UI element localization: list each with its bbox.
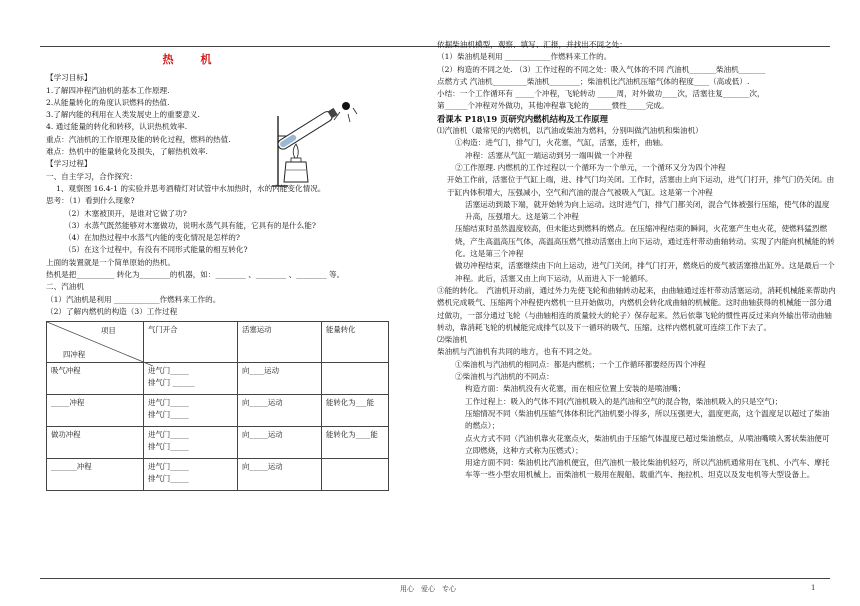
goal-item: 2.从能量转化的角度认识燃料的热值. [46,97,170,107]
fill-question: （1）柴油机是利用 ____________作燃料来工作的。 [437,52,612,62]
energy-conversion [322,459,389,491]
fill-question: 点燃方式 汽油机_________柴油机________；柴油机比汽油机压缩气体的程度____（高或低）. [437,76,750,86]
valves-cell [144,459,238,491]
difficulty: 难点：热机中的能量转化及损失，了解热机效率. [46,147,208,157]
paragraph: 点火方式不同（汽油机靠火花塞点火，柴油机由于压缩气体温度已超过柴油燃点，从喷油嘴喷入雾状柴油便可立即燃烧，这种方式称为压燃式）； [465,433,830,455]
page-number: 1 [811,584,816,592]
table-header-cell: 能量转化 [322,322,389,363]
page-title: 热 机 [162,53,220,66]
table-row [47,395,389,427]
paragraph: 做功冲程结束，活塞继续由下向上运动，进气门关闭，排气门打开，燃烧后的废气被活塞推出缸外。这是最后一个冲程。此后，活塞又由上向下运动，从而进入下一轮循环。 [455,261,835,283]
fill-question: 小结：一个工作循环有 _____个冲程，飞轮转动 _____周，对外做功____次，活塞往复_______次， [437,89,765,99]
right-column [437,39,837,482]
exhaust-valve: 排气门 ______ [148,377,195,387]
paragraph: ②工作原理. 内燃机的工作过程以一个循环为一个单元，一个循环又分为四个冲程 [455,162,726,172]
left-column [46,52,431,491]
reading-subheading: 看课本 P18\19 页研究内燃机结构及工作原理 [437,113,608,124]
piston-motion: 向_____运动 [238,427,322,459]
intake-valve: 进气门_____ [148,430,189,440]
intake-valve: 进气门_____ [148,366,189,376]
table-header-cell: 活塞运动 [238,322,322,363]
goal-item: 4. 通过能量的转化和转移，认识热机效率. [46,122,188,132]
think-question: 思考：（1）看到什么现象? [46,196,135,206]
key-point: 重点：汽油机的工作原理及能的转化过程，燃料的热值. [46,134,231,144]
exhaust-valve: 排气门_____ [148,473,189,483]
test-tube-experiment-illustration [258,96,358,192]
think-question: （3）水蒸气既然能够对木塞做功，说明水蒸气具有能，它具有的是什么能? [64,220,316,230]
section-heading: 一、自主学习，合作探究： [46,171,138,181]
fill-question: （2）构造的不同之处. （3）工作过程的不同之处：吸入气体的不同 汽油机_______柴油机_______ [437,64,766,74]
header-item: 项目 [101,326,116,336]
paragraph: ②柴油机与汽油机的不同点： [455,372,554,382]
paragraph: 压缩情况不同（柴油机压缩气体体积比汽油机要小得多，所以压强更大，温度更高，这个温度足以超过了柴油的燃点）； [465,408,830,431]
bottom-rule [40,578,830,579]
fill-question: （2）了解内燃机的构造（3）工作过程 [46,306,178,316]
paragraph: 冲程：活塞从气缸一端运动到另一端叫做一个冲程 [465,150,633,160]
paragraph: 柴油机与汽油机有共同的地方，也有不同之处。 [437,347,597,357]
stroke-name: _____冲程 [47,395,144,427]
piston-motion: 向_____运动 [238,459,322,491]
fill-question: （1）汽油机是利用 ____________作燃料来工作的。 [46,294,221,304]
paragraph: 活塞运动到最下端，就开始转为向上运动。这时进气门，排气门都关闭，混合气体被强行压缩，使气体的温度升高，压强增大。这是第二个冲程 [465,199,830,222]
diesel-intro: 依据柴油机模型，观察、填写、汇报，并找出不同之处： [437,40,627,49]
paragraph: 压缩结束时虽然温度较高，但未能达到燃料的燃点。在压缩冲程结束的瞬间，火花塞产生电火花，使燃料猛烈燃烧，产生高温高压气体，高温高压燃气推动活塞由上向下运动，通过连杆带动曲轴转动。实现了内能向机械能的转化。这是第三个冲程 [455,224,835,259]
energy-conversion: 能转化为____能 [322,427,389,459]
summary-text: 上面的装置就是一个简单原始的热机。 [46,257,176,267]
exhaust-valve: 排气门_____ [148,409,189,419]
piston-motion: 向_____运动 [238,395,322,427]
think-question: （5）在这个过程中，有没有不同形式能量的相互转化? [64,245,248,255]
observation-text: 1、观察图 16.4-1 的实验并思考酒精灯对试管中水加热时，水的内能变化情况。 [56,183,326,193]
page-footer: 用心 爱心 专心 [400,585,456,593]
stroke-name: 做功冲程 [47,427,144,459]
think-question: （2）木塞被顶开，是谁对它做了功? [64,208,187,218]
intake-valve: 进气门_____ [148,462,189,472]
stroke-name: _______冲程 [47,459,144,491]
table-header-cell: 气门开合 [144,322,238,363]
table-corner-cell [47,322,144,363]
paragraph: ③能的转化。 汽油机开动前，通过外力先使飞轮和曲轴转动起来，由曲轴通过连杆带动活塞运动，消耗机械能来帮助内燃机完成吸气、压缩两个冲程使内燃机一旦开始做功，内燃机会转化成曲轴的机械能。这时曲轴获得的机械能一部分通过做功，一部分通过飞轮（与曲轴相连的质量较大的轮子）保存起来。然后依靠飞轮的惯性再反过来向外输出带动曲轴转动，靠消耗飞轮的机械能完成排气以及下一循环的吸气、压缩。这样内燃机就可连续工作下去了。 [437,285,836,332]
energy-conversion: 能转化为___能 [322,395,389,427]
paragraph: 构造方面：柴油机没有火花塞，而在相应位置上安装的是喷油嘴； [465,384,686,394]
heat-engine-blank: 热机是把__________ 转化为________的机器，如：________ 、________ 、________ 等。 [46,270,345,280]
valves-cell [144,395,238,427]
process-heading: 【学习过程】 [46,159,92,169]
valves-cell [144,363,238,395]
piston-motion: 向____运动 [238,363,322,395]
goals-heading: 【学习目标】 [46,73,92,83]
intake-valve: 进气门_____ [148,398,189,408]
exhaust-valve: 排气门_____ [148,441,189,451]
stroke-name: 吸气冲程 [47,363,144,395]
think-question: （4）在加热过程中水蒸气内能的变化情况是怎样的? [64,233,240,243]
goal-item: 3.了解内能的利用在人类发展史上的重要意义. [46,110,200,120]
paragraph: 开始工作前，活塞位于气缸上端，进、排气门均关闭。工作时，活塞由上向下运动，进气门打开，排气门仍关闭。由于缸内体积增大，压强减小，空气和汽油的混合气被吸入气缸。这是第一个冲程 [447,175,835,197]
section-heading: 二、汽油机 [46,282,84,292]
fill-question: 第______个冲程对外做功，其他冲程靠飞轮的______惯性_____完成。 [437,101,669,111]
paragraph: 用途方面不同：柴油机比汽油机便宜，但汽油机一般比柴油机轻巧，所以汽油机通常用在飞机、小汽车、摩托车等一些小型农用机械上。而柴油机一般用在舰船、载重汽车、拖拉机、坦克以及发电机等大型设备上。 [465,458,830,480]
paragraph: ①构造：进气门，排气门，火花塞，气缸，活塞，连杆，曲轴。 [455,138,668,148]
table-row [47,363,389,395]
table-row [47,459,389,491]
paragraph: ①柴油机与汽油机的相同点：都是内燃机；一个工作循环都要经历四个冲程 [455,359,706,369]
header-stroke: 四冲程 [63,350,86,360]
paragraph: ⑵柴油机 [437,335,468,345]
valves-cell [144,427,238,459]
paragraph: 工作过程上：吸入的气体不同(汽油机吸入的是汽油和空气的混合物，柴油机吸入的只是空气)； [465,396,783,406]
goal-item: 1.了解四冲程汽油机的基本工作原理. [46,85,170,95]
table-row [47,427,389,459]
paragraph: ⑴汽油机（最常见的内燃机，以汽油或柴油为燃料，分别叫做汽油机和柴油机） [437,126,703,136]
energy-conversion [322,363,389,395]
stroke-table [46,321,389,491]
